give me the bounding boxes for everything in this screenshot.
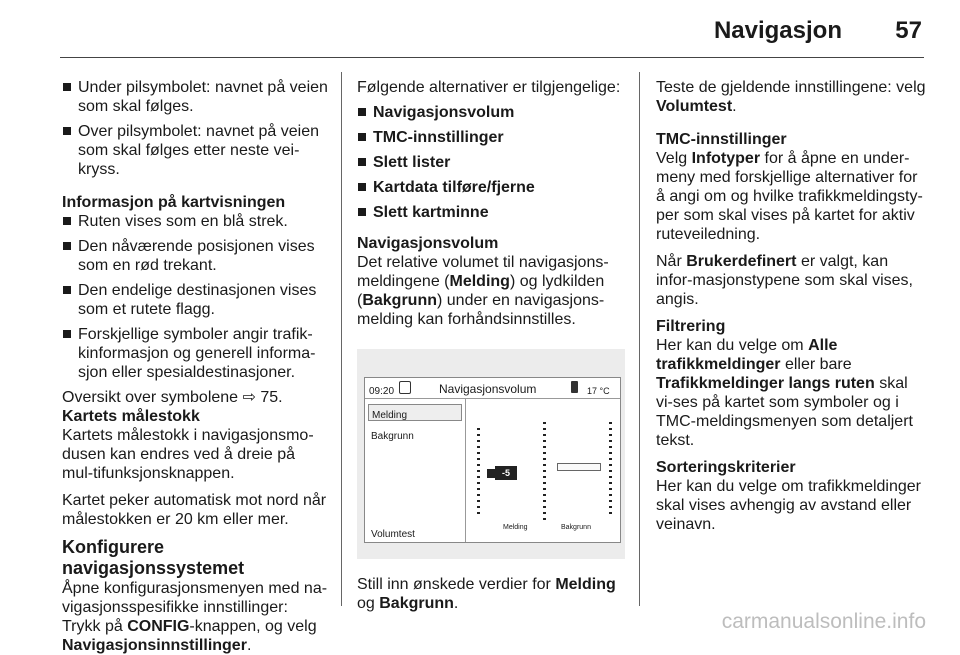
- test-text-a: Teste de gjeldende innstillingene: velg: [656, 79, 926, 96]
- overview-ref: 75.: [260, 389, 283, 406]
- chapter-title: Navigasjon: [713, 17, 842, 44]
- melding-meter-value: -5: [495, 466, 517, 480]
- after-melding: Melding: [555, 576, 616, 593]
- column-divider-2: [639, 72, 640, 606]
- config-heading: Konfigurere navigasjonssystemet: [62, 537, 245, 578]
- page-ref-icon: ⇨: [242, 389, 256, 406]
- vol-text-b: ) og lydkilden (: [357, 273, 605, 309]
- bakgrunn-meter: [557, 463, 601, 471]
- after-screen-text: [357, 575, 625, 613]
- options-intro: Følgende alternativer er tilgjengelige:: [357, 79, 621, 96]
- config-end: .: [246, 637, 252, 654]
- column-2: [357, 78, 625, 613]
- vol-text: [357, 253, 625, 329]
- screen-illustration: [357, 349, 625, 559]
- tmc-heading: TMC-innstillinger: [656, 131, 787, 148]
- test-volumtest: Volumtest: [656, 98, 733, 115]
- tmc-velg: Velg: [656, 150, 688, 167]
- screen-time: 09:20: [369, 386, 395, 397]
- overview-text: Oversikt over symbolene: [62, 389, 239, 406]
- tmc-text: [656, 149, 926, 244]
- meter-scale-left: [477, 428, 480, 516]
- vol-bakgrunn: Bakgrunn: [362, 292, 437, 309]
- screen-menu: [365, 399, 466, 542]
- menu-item-melding[interactable]: [368, 404, 462, 421]
- screen-top-bar: [365, 378, 620, 399]
- vol-text-c: ) under en navigasjons-melding kan forhåndsinnstilles.: [357, 292, 605, 328]
- config-press: Trykk på: [62, 618, 123, 635]
- overview-paragraph: [62, 388, 328, 407]
- vol-heading: Navigasjonsvolum: [357, 235, 499, 252]
- meter-label-melding: Melding: [503, 524, 528, 531]
- filter-text: [656, 336, 926, 450]
- menu-item-volumtest[interactable]: Volumtest: [371, 529, 415, 540]
- scale-text: Kartets målestokk i navigasjonsmo-dusen kan endres ved å dreie på mul-tifunksjonsknappen.: [62, 427, 314, 482]
- column-1: [62, 78, 328, 655]
- meter-scale-mid: [543, 422, 546, 522]
- tmc-text-2: [656, 252, 926, 309]
- config-menu-label: Navigasjonsinnstillinger: [62, 637, 247, 654]
- sort-text: Her kan du velge om trafikkmeldinger skal vises avhengig av avstand eller veinavn.: [656, 478, 922, 533]
- list-item: Under pilsymbolet: navnet på veien som skal følges.: [62, 78, 328, 116]
- back-icon: [399, 381, 411, 394]
- after-text: Still inn ønskede verdier for: [357, 576, 551, 593]
- vol-melding: Melding: [449, 273, 510, 290]
- tmc-body-2: er valgt, kan infor-masjonstypene som skal vises, angis.: [656, 253, 913, 308]
- filter-d: skal vi-ses på kartet som symboler og i TMC-meldingsmenyen som detaljert tekst.: [656, 375, 913, 449]
- phone-icon: [571, 381, 578, 393]
- meter-scale-right: [609, 422, 612, 518]
- list-item: Ruten vises som en blå strek.: [62, 212, 328, 231]
- config-instructions: [62, 617, 328, 655]
- config-text: Åpne konfigurasjonsmenyen med na-vigasjonsspesifikke innstillinger:: [62, 580, 328, 616]
- list-item: Over pilsymbolet: navnet på veien som skal følges etter neste vei-kryss.: [62, 122, 328, 179]
- filter-langs-ruten: Trafikkmeldinger langs ruten: [656, 375, 875, 392]
- screen-title: Navigasjonsvolum: [439, 382, 537, 396]
- vol-text-a: Det relative volumet til navigasjons-meldingene (: [357, 254, 609, 290]
- info-heading: Informasjon på kartvisningen: [62, 194, 286, 211]
- meter-label-bakgrunn: Bakgrunn: [561, 524, 591, 531]
- watermark: carmanualsonline.info: [721, 610, 926, 633]
- list-item: Den endelige destinasjonen vises som et rutete flagg.: [62, 281, 328, 319]
- page-header: [0, 0, 960, 62]
- header-rule: [60, 57, 924, 58]
- infotainment-screen: [364, 377, 621, 543]
- test-end: .: [732, 98, 737, 115]
- option-item: Slett lister: [357, 153, 625, 172]
- page-number: 57: [895, 17, 922, 44]
- test-text: [656, 78, 926, 116]
- filter-alle: Alle trafikkmeldinger: [656, 337, 838, 373]
- option-item: TMC-innstillinger: [357, 128, 625, 147]
- list-item: Forskjellige symboler angir trafik-kinformasjon og generell informa-sjon eller spesialdestinasjoner.: [62, 325, 328, 382]
- after-bakgrunn: Bakgrunn: [379, 595, 454, 612]
- option-item: Slett kartminne: [357, 203, 625, 222]
- menu-item-bakgrunn[interactable]: Bakgrunn: [371, 431, 414, 442]
- tmc-brukerdefinert: Brukerdefinert: [686, 253, 797, 270]
- tmc-body: for å åpne en under-meny med forskjellige alternativer for å angi om og hvilke trafikkmeldingsty-per som skal vises på kartet for aktiv ruteveiledning.: [656, 150, 923, 243]
- scale-heading: Kartets målestokk: [62, 408, 200, 425]
- sort-heading: Sorteringskriterier: [656, 459, 796, 476]
- list-item: Den nåværende posisjonen vises som en rød trekant.: [62, 237, 328, 275]
- after-og: og: [357, 595, 375, 612]
- column-divider-1: [341, 72, 342, 606]
- filter-c: eller bare: [784, 356, 852, 373]
- config-button-label: CONFIG: [127, 618, 190, 635]
- north-text: Kartet peker automatisk mot nord når målestokken er 20 km eller mer.: [62, 492, 327, 528]
- after-end: .: [453, 595, 459, 612]
- column-3: [656, 78, 926, 542]
- filter-a: Her kan du velge om: [656, 337, 804, 354]
- menu-item-label: Melding: [372, 410, 408, 421]
- option-item: Kartdata tilføre/fjerne: [357, 178, 625, 197]
- option-item: Navigasjonsvolum: [357, 103, 625, 122]
- config-mid: -knappen, og velg: [189, 618, 317, 635]
- tmc-infotyper: Infotyper: [691, 150, 761, 167]
- screen-temp: 17 °C: [587, 386, 610, 396]
- tmc-naar: Når: [656, 253, 682, 270]
- filter-heading: Filtrering: [656, 318, 726, 335]
